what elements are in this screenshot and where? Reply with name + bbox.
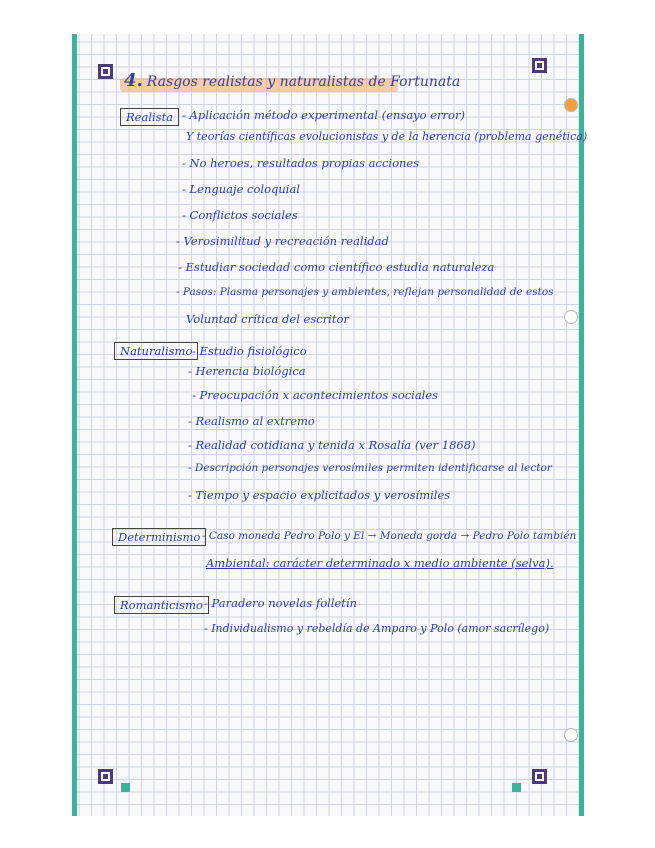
notebook-page bbox=[72, 34, 584, 816]
realista-line: Voluntad crítica del escritor bbox=[186, 312, 349, 326]
realista-line: - No heroes, resultados propias acciones bbox=[182, 156, 420, 170]
romanticismo-line: - Individualismo y rebeldía de Amparo y Polo (amor sacrílego) bbox=[204, 622, 550, 635]
naturalismo-line: - Herencia biológica bbox=[188, 364, 306, 378]
realista-line: - Pasos: Plasma personajes y ambientes, reflejan personalidad de estos bbox=[176, 286, 554, 298]
determinismo-line: Ambiental: carácter determinado x medio ambiente (selva). bbox=[206, 556, 554, 570]
naturalismo-line: - Tiempo y espacio explicitados y verosímiles bbox=[188, 488, 451, 502]
realista-line: - Verosimilitud y recreación realidad bbox=[176, 234, 389, 248]
corner-marker-icon bbox=[98, 64, 113, 79]
page-title bbox=[124, 70, 460, 91]
realista-line: Y teorías científicas evolucionistas y de la herencia (problema genética) bbox=[186, 130, 588, 143]
corner-marker-icon bbox=[532, 58, 547, 73]
section-label-romanticismo: Romanticismo bbox=[114, 596, 209, 614]
binder-hole-icon bbox=[564, 98, 578, 112]
section-label-determinismo: Determinismo bbox=[112, 528, 206, 546]
realista-line: - Conflictos sociales bbox=[182, 208, 298, 222]
title-text: Rasgos realistas y naturalistas de Fortunata bbox=[146, 74, 461, 90]
naturalismo-line: - Estudio fisiológico bbox=[192, 344, 307, 358]
naturalismo-line: - Realidad cotidiana y tenida x Rosalía (ver 1868) bbox=[188, 438, 476, 452]
marker-square-icon bbox=[121, 783, 130, 792]
section-label-naturalismo: Naturalismo bbox=[114, 342, 198, 360]
realista-line: - Aplicación método experimental (ensayo error) bbox=[182, 108, 465, 122]
realista-line: - Estudiar sociedad como científico estudia naturaleza bbox=[178, 260, 495, 274]
naturalismo-line: - Descripción personajes verosímiles permiten identificarse al lector bbox=[188, 462, 552, 474]
section-label-realista: Realista bbox=[120, 108, 179, 126]
corner-marker-icon bbox=[98, 769, 113, 784]
romanticismo-line: - Paradero novelas folletín bbox=[204, 596, 357, 610]
naturalismo-line: - Realismo al extremo bbox=[188, 414, 315, 428]
realista-line: - Lenguaje coloquial bbox=[182, 182, 300, 196]
naturalismo-line: - Preocupación x acontecimientos sociales bbox=[192, 388, 439, 402]
binder-hole-icon bbox=[564, 310, 578, 324]
corner-marker-icon bbox=[532, 769, 547, 784]
determinismo-line: - Caso moneda Pedro Polo y El → Moneda gorda → Pedro Polo también bbox=[202, 530, 577, 542]
marker-square-icon bbox=[512, 783, 521, 792]
binder-hole-icon bbox=[564, 728, 578, 742]
title-number: 4. bbox=[124, 70, 143, 91]
